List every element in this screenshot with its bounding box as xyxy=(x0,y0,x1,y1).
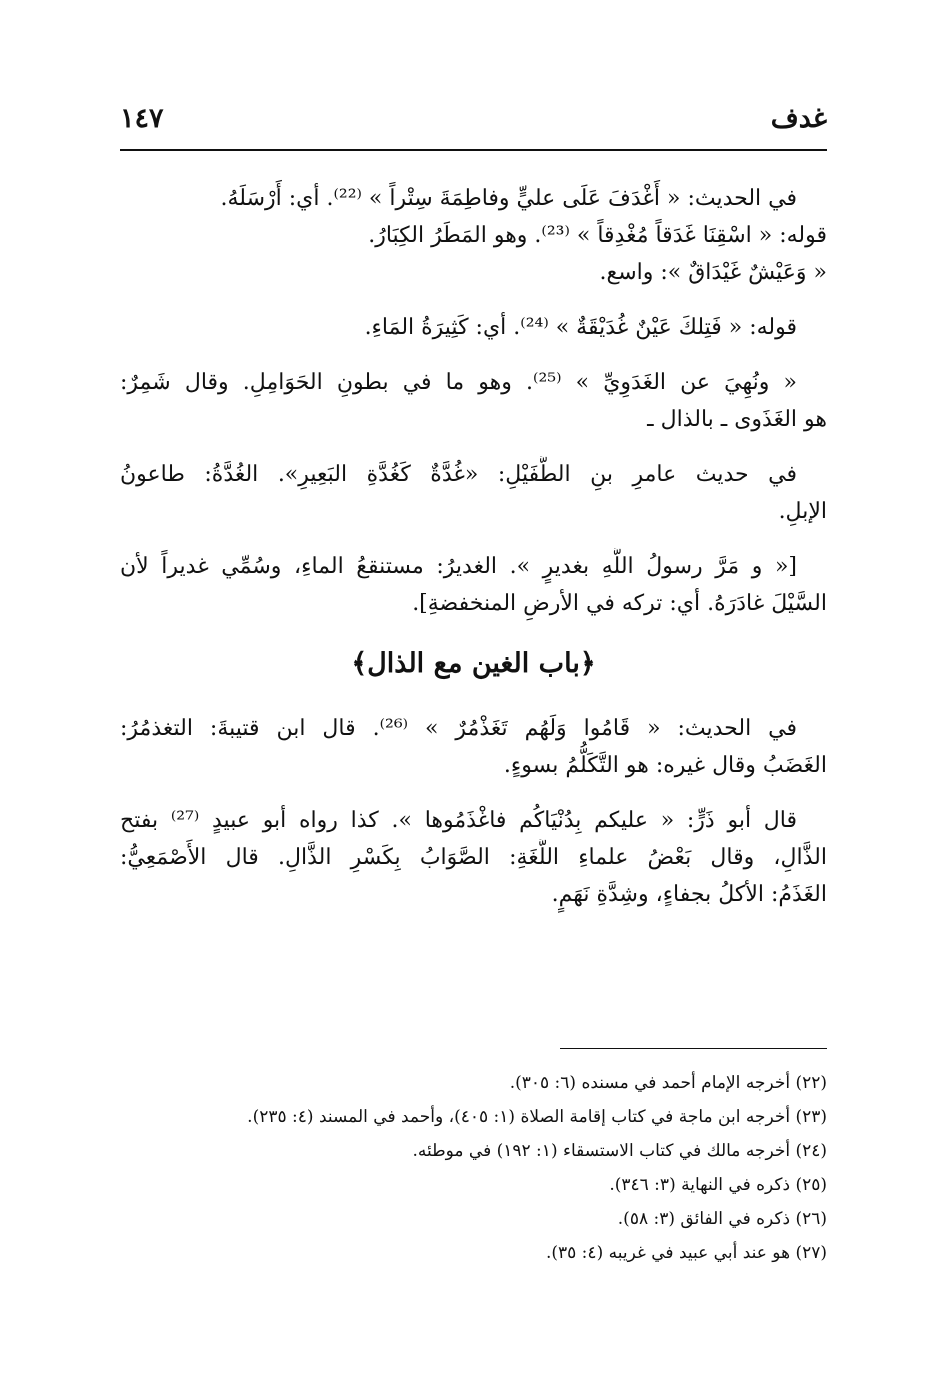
header-rule xyxy=(120,149,827,151)
footnote: (٢٤) أخرجه مالك في كتاب الاستسقاء (١: ١٩٢) في موطئه. xyxy=(412,1141,827,1161)
footnote: (٢٦) ذكره في الفائق (٣: ٥٨). xyxy=(617,1209,827,1229)
text-line: قال أبو ذَرٍّ: « عليكم بِدُنْيَاكُم فاغْذَمُوها ». كذا رواه أبو عبيدٍ ⁽²⁷⁾ بفتح xyxy=(120,808,797,833)
text-line: [« و مَرَّ رسولُ اللَّهِ بغديرٍ ». الغديرُ: مستنقعُ الماءِ، وسُمِّي غديراً لأن xyxy=(120,554,797,579)
text-line: في حديث عامرِ بنِ الطُّفَيْلِ: «غُدَّةٌ كَغُدَّةِ البَعِيرِ». الغُدَّةُ: طاعونُ xyxy=(120,462,797,487)
text-line: الذَّالِ، وقال بَعْضُ علماءِ اللُّغَةِ: الصَّوَابُ بِكَسْرِ الذَّالِ. قال الأَصْمَعِيُّ: xyxy=(120,845,827,870)
paragraph-gap xyxy=(120,438,827,456)
text-line: السَّيْلَ غادَرَهُ. أي: تركه في الأرضِ المنخفضةِ]. xyxy=(412,591,827,616)
text-line: في الحديث: « أَغْدَفَ عَلَى عليٍّ وفاطِمَةَ سِتْراً » ⁽²²⁾. أي: أَرْسَلَهُ. xyxy=(220,186,797,211)
footnote: (٢٢) أخرجه الإمام أحمد في مسنده (٦: ٣٠٥). xyxy=(509,1073,827,1093)
footnote: (٢٧) هو عند أبي عبيد في غريبه (٤: ٣٥). xyxy=(545,1243,827,1263)
text-line: « ونُهِيَ عن الغَدَوِيِّ » ⁽²⁵⁾. وهو ما في بطونِ الحَوَامِلِ. وقال شَمِرٌ: xyxy=(120,370,797,395)
paragraph-gap xyxy=(120,530,827,548)
paragraph-gap xyxy=(120,291,827,309)
text-line: الإبلِ. xyxy=(778,499,827,524)
text-line: قوله: « اسْقِنَا غَدَقاً مُغْدِقاً » ⁽²³⁾. وهو المَطَرُ الكِبَارُ. xyxy=(368,223,827,248)
main-text xyxy=(120,180,827,913)
page-number: ١٤٧ xyxy=(120,102,164,134)
text-line: في الحديث: « قَامُوا وَلَهُم تَغَذْمُرٌ » ⁽²⁶⁾. قال ابن قتيبةَ: التغذمُرُ: xyxy=(120,716,797,741)
footnote-separator xyxy=(560,1048,827,1049)
running-head-word: غدف xyxy=(770,102,827,134)
text-line: الغَضَبُ وقال غيره: هو التَّكَلُّمُ بسوءٍ. xyxy=(503,753,827,778)
footnotes xyxy=(120,1066,827,1270)
text-line: « وَعَيْشٌ غَيْدَاقٌ »: واسع. xyxy=(599,260,827,285)
footnote: (٢٣) أخرجه ابن ماجة في كتاب إقامة الصلاة (١: ٤٠٥)، وأحمد في المسند (٤: ٢٣٥). xyxy=(247,1107,827,1127)
paragraph-gap xyxy=(120,784,827,802)
paragraph-gap xyxy=(120,346,827,364)
footnote: (٢٥) ذكره في النهاية (٣: ٣٤٦). xyxy=(609,1175,827,1195)
text-line: قوله: « فَتِلكَ عَيْنٌ غُدَيْقَةٌ » ⁽²⁴⁾. أي: كَثِيرَةُ المَاءِ. xyxy=(364,315,797,340)
text-line: هو الغَذَوى ـ بالذال ـ xyxy=(647,407,827,432)
running-head xyxy=(120,96,827,140)
section-heading: ﴿باب الغين مع الذال﴾ xyxy=(351,648,596,679)
text-line: الغَذَمُ: الأكلُ بجفاءٍ، وشِدَّةِ نَهَمٍ. xyxy=(551,882,827,907)
